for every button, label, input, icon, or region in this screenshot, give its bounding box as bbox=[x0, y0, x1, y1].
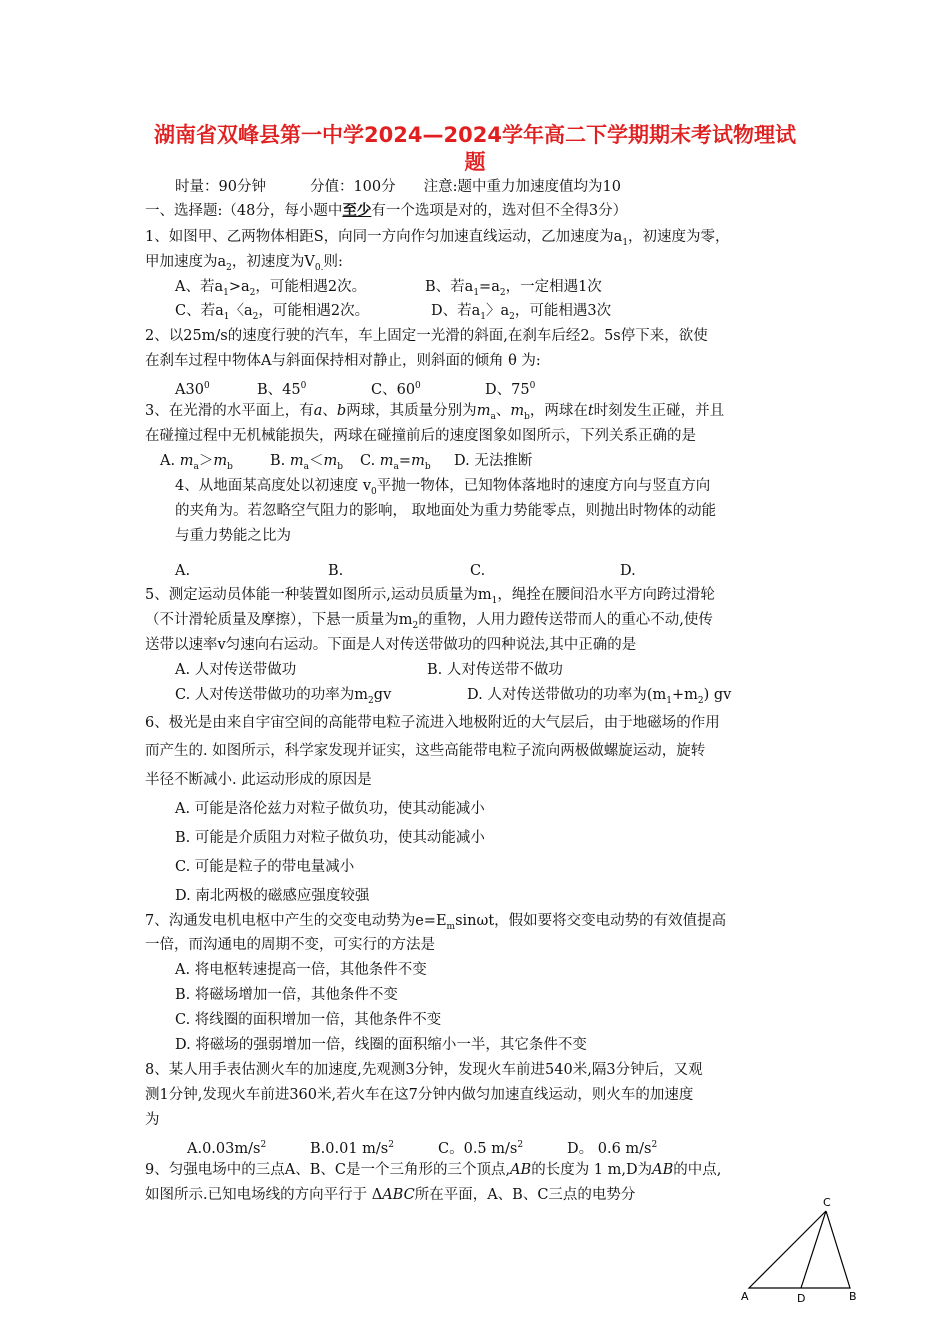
q5-option-a: A. 人对传送带做功 bbox=[175, 662, 297, 678]
q5-option-d: D. 人对传送带做功的功率为$(m_1+m_2)$ gv bbox=[467, 687, 732, 706]
q4-option-a: A. bbox=[175, 563, 191, 579]
q3-option-c: C. $m_a=m_b$ bbox=[360, 453, 431, 472]
total-score: 分值：100分 bbox=[309, 179, 396, 195]
q8-line1: 8、某人用手表估测火车的加速度,先观测3分钟，发现火车前进540米,隔3分钟后，又观 bbox=[145, 1062, 703, 1078]
q7-option-c: C. 将线圈的面积增加一倍，其他条件不变 bbox=[175, 1012, 442, 1028]
q8-option-d: D。 0.6 $m/s^2$ bbox=[567, 1140, 658, 1157]
section-heading: 一、选择题:（48分，每小题中至少有一个选项是对的，选对但不全得3分） bbox=[145, 202, 628, 219]
q4-option-d: D. bbox=[620, 563, 636, 579]
q5-line3: 送带以速率v匀速向右运动。下面是人对传送带做功的四种说法,其中正确的是 bbox=[145, 637, 637, 653]
triangle-figure bbox=[735, 1192, 865, 1304]
q8-line3: 为 bbox=[145, 1112, 160, 1128]
exam-title-line2: 题 bbox=[464, 150, 486, 174]
q7-line2: 一倍，而沟通电的周期不变，可实行的方法是 bbox=[145, 937, 435, 953]
q8-option-b: B.0.01 $m/s^2$ bbox=[310, 1140, 394, 1157]
exam-title-line1: 湖南省双峰县第一中学2024—2024学年高二下学期期末考试物理试 bbox=[154, 123, 796, 147]
q7-line1: 7、沟通发电机电枢中产生的交变电动势为$e=E_m\sin\omega t$，假如要将交变电动势的有效值提高 bbox=[145, 913, 727, 932]
q2-option-a: $A30^0$ bbox=[175, 381, 210, 398]
q7-option-b: B. 将磁场增加一倍，其他条件不变 bbox=[175, 987, 398, 1003]
q9-line1: 9、匀强电场中的三点A、B、C是一个三角形的三个顶点,AB的长度为 1 m,D为AB的中点, bbox=[145, 1162, 722, 1178]
q6-option-a: A. 可能是洛伦兹力对粒子做负功，使其动能减小 bbox=[175, 801, 485, 817]
q1-option-c: C、若$a_1$〈$a_2$，可能相遇2次。 bbox=[175, 303, 370, 322]
gravity-note: 注意:题中重力加速度值均为10 bbox=[423, 179, 621, 195]
q2-option-b: B、$45^0$ bbox=[257, 381, 307, 398]
vertex-label-a: A bbox=[741, 1290, 749, 1303]
time-limit: 时量：90分钟 bbox=[175, 179, 266, 195]
q2-option-d: D、$75^0$ bbox=[485, 381, 536, 398]
vertex-label-c: C bbox=[823, 1196, 831, 1209]
median-line-cd bbox=[801, 1211, 826, 1288]
q4-line1: 4、从地面某高度处以初速度 $v_0$平抛一物体，已知物体落地时的速度方向与竖直方向 bbox=[175, 478, 711, 497]
q4-option-c: C. bbox=[470, 563, 486, 579]
q1-line1: 1、如图甲、乙两物体相距S，向同一方向作匀加速直线运动，乙加速度为$a_1$，初速度为零， bbox=[145, 229, 730, 248]
q5-line2: （不计滑轮质量及摩擦），下悬一质量为$m_2$的重物，人用力蹬传送带而人的重心不动,使传 bbox=[145, 612, 713, 631]
q8-line2: 测1分钟,发现火车前进360米,若火车在这7分钟内做匀加速直线运动，则火车的加速度 bbox=[145, 1087, 694, 1103]
q1-option-a: A、若$a_1>a_2$，可能相遇2次。 bbox=[175, 279, 367, 298]
q6-line2: 而产生的. 如图所示，科学家发现并证实，这些高能带电粒子流向两极做螺旋运动，旋转 bbox=[145, 743, 706, 759]
triangle-outline bbox=[749, 1211, 850, 1288]
q5-line1: 5、测定运动员体能一种装置如图所示,运动员质量为$m_1$，绳拴在腰间沿水平方向跨过滑轮 bbox=[145, 587, 715, 606]
q7-option-a: A. 将电枢转速提高一倍，其他条件不变 bbox=[175, 962, 427, 978]
q9-line2: 如图所示.已知电场线的方向平行于 ΔABC所在平面，A、B、C三点的电势分 bbox=[145, 1187, 636, 1203]
vertex-label-b: B bbox=[849, 1290, 857, 1303]
q2-line1: 2、以25m/s的速度行驶的汽车，车上固定一光滑的斜面,在刹车后经2。5s停下来，欲使 bbox=[145, 328, 708, 344]
q6-option-c: C. 可能是粒子的带电量减小 bbox=[175, 859, 355, 875]
q4-option-b: B. bbox=[328, 563, 344, 579]
vertex-label-d: D bbox=[797, 1292, 806, 1304]
q7-option-d: D. 将磁场的强弱增加一倍，线圈的面积缩小一半，其它条件不变 bbox=[175, 1037, 587, 1053]
q3-line1: 3、在光滑的水平面上，有a、b两球，其质量分别为$m_a$、$m_b$，两球在t时刻发生正碰，并且 bbox=[145, 403, 725, 422]
q6-line3: 半径不断减小. 此运动形成的原因是 bbox=[145, 772, 372, 788]
q5-option-c: C. 人对传送带做功的功率为$m_2gv$ bbox=[175, 687, 392, 706]
q3-option-a: A. $m_a>m_b$ bbox=[160, 453, 233, 472]
q1-option-d: D、若$a_1$〉$a_2$，可能相遇3次 bbox=[431, 303, 612, 322]
q6-line1: 6、极光是由来自宇宙空间的高能带电粒子流进入地极附近的大气层后，由于地磁场的作用 bbox=[145, 715, 720, 731]
q1-line2: 甲加速度为$a_2$，初速度为$V_{0.}$则: bbox=[145, 254, 343, 273]
q4-line3: 与重力势能之比为 bbox=[175, 528, 291, 544]
q2-line2: 在刹车过程中物体A与斜面保持相对静止，则斜面的倾角 θ 为: bbox=[145, 353, 541, 369]
q4-line2: 的夹角为。若忽略空气阻力的影响， 取地面处为重力势能零点，则抛出时物体的动能 bbox=[175, 503, 717, 519]
q5-option-b: B. 人对传送带不做功 bbox=[427, 662, 563, 678]
q1-option-b: B、若$a_1=a_2$，一定相遇1次 bbox=[425, 279, 602, 298]
q2-option-c: C、$60^0$ bbox=[371, 381, 421, 398]
emphasis-text: 至少 bbox=[342, 202, 372, 219]
q6-option-d: D. 南北两极的磁感应强度较强 bbox=[175, 888, 370, 904]
q3-option-b: B. $m_a<m_b$ bbox=[270, 453, 344, 472]
q3-line2: 在碰撞过程中无机械能损失，两球在碰撞前后的速度图象如图所示，下列关系正确的是 bbox=[145, 428, 696, 444]
q6-option-b: B. 可能是介质阻力对粒子做负功，使其动能减小 bbox=[175, 830, 485, 846]
exam-meta bbox=[175, 177, 621, 197]
q8-option-a: $A.0.03m/s^2$ bbox=[187, 1140, 267, 1157]
q3-option-d: D. 无法推断 bbox=[454, 453, 533, 469]
q8-option-c: C。0.5 $m/s^2$ bbox=[438, 1140, 524, 1157]
